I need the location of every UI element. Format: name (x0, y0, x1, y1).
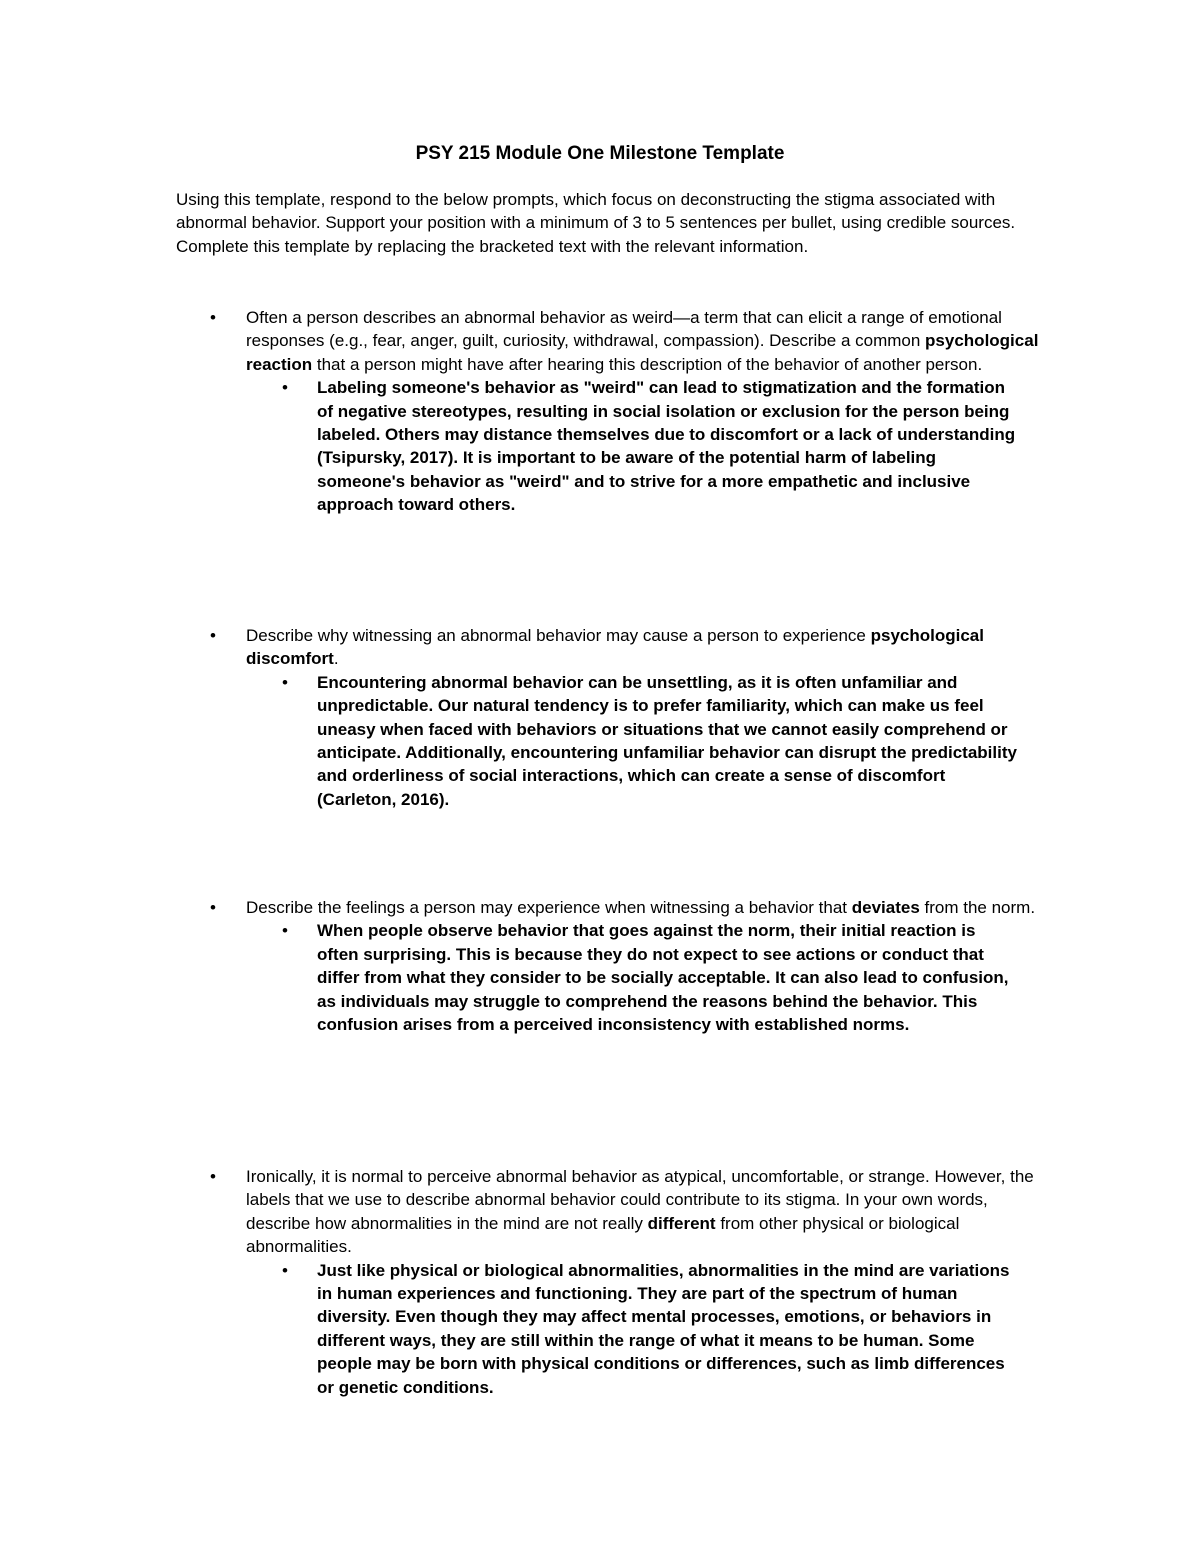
prompt-text: Ironically, it is normal to perceive abnormal behavior as atypical, uncomfortable, or strange. However, the labels that we use to describe abnormal behavior could contribute to its stigma. In your own words, describe how abnormalities in the mind are not really different from other physical or biological abnormalities. (246, 1167, 1034, 1257)
prompt-text: Describe why witnessing an abnormal behavior may cause a person to experience psychological discomfort. (246, 626, 984, 669)
bullet-icon: • (282, 1260, 288, 1280)
prompt-keyword: psychological discomfort (246, 626, 984, 669)
prompt-section-3 (210, 896, 1046, 1036)
document-title: PSY 215 Module One Milestone Template (415, 143, 785, 164)
prompt-section-1 (210, 306, 1046, 517)
answer-text: • Labeling someone's behavior as "weird" can lead to stigmatization and the formation of negative stereotypes, resulting in social isolation or exclusion for the person being labeled. Others may distance themselves due to discomfort or a lack of understanding (Tsipursky, 2017). It is important to be aware of the potential harm of labeling someone's behavior as "weird" and to strive for a more empathetic and inclusive approach toward others. (282, 378, 1016, 515)
bullet-icon: • (210, 308, 216, 327)
prompt-keyword: different (647, 1213, 716, 1233)
answer-text: • When people observe behavior that goes against the norm, their initial reaction is often surprising. This is because they do not expect to see actions or conduct that differ from what they consider to be socially acceptable. It can also lead to confusion, as individuals may struggle to comprehend the reasons behind the behavior. This confusion arises from a perceived inconsistency with established norms. (282, 921, 1009, 1035)
bullet-icon: • (210, 1167, 216, 1186)
answer-text: • Just like physical or biological abnormalities, abnormalities in the mind are variations in human experiences and functioning. They are part of the spectrum of human diversity. Even though they may affect mental processes, emotions, or behaviors in different ways, they are still within the range of what it means to be human. Some people may be born with physical conditions or differences, such as limb differences or genetic conditions. (282, 1260, 1010, 1397)
answer-text: • Encountering abnormal behavior can be unsettling, as it is often unfamiliar and unpredictable. Our natural tendency is to prefer familiarity, which can make us feel uneasy when faced with behaviors or situations that we cannot easily comprehend or anticipate. Additionally, encountering unfamiliar behavior can disrupt the predictability and orderliness of social interactions, which can create a sense of discomfort (Carleton, 2016). (282, 672, 1017, 809)
bullet-icon: • (282, 921, 288, 941)
prompt-keyword: deviates (851, 898, 920, 917)
bullet-icon: • (282, 672, 288, 692)
bullet-icon: • (282, 378, 288, 398)
prompt-section-4 (210, 1165, 1046, 1399)
bullet-icon: • (210, 626, 216, 645)
prompt-keyword: psychological reaction (246, 331, 1039, 374)
prompt-text: Describe the feelings a person may experience when witnessing a behavior that deviates from the norm. (246, 898, 1036, 917)
prompt-text: Often a person describes an abnormal behavior as weird—a term that can elicit a range of emotional responses (e.g., fear, anger, guilt, curiosity, withdrawal, compassion). Describe a common psychological reaction that a person might have after hearing this description of the behavior of another person. (246, 308, 1039, 374)
intro-paragraph: Using this template, respond to the below prompts, which focus on deconstructing the stigma associated with abnormal behavior. Support your position with a minimum of 3 to 5 sentences per bullet, using credible sources. Complete this template by replacing the bracketed text with the relevant information. (176, 190, 1016, 256)
bullet-icon: • (210, 898, 216, 917)
prompt-section-2 (210, 624, 1046, 811)
